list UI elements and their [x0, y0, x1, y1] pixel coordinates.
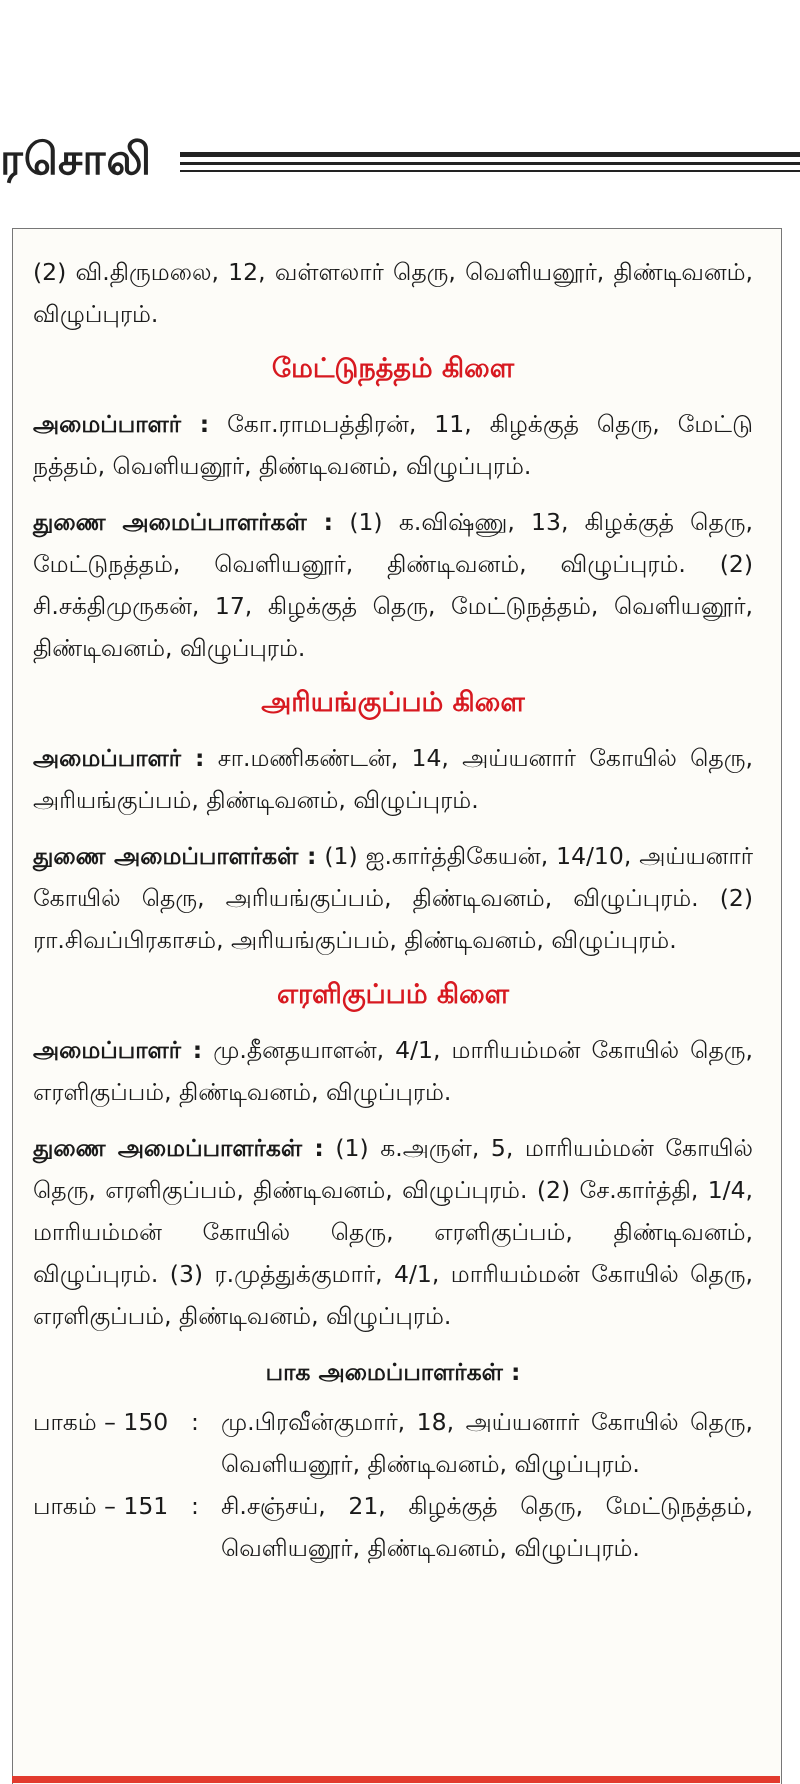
- assistants-text: (1) க.விஷ்ணு, 13, கிழக்குத் தெரு, மேட்டுநத்தம், வெளியனூர், திண்டிவனம், விழுப்புரம். (2) சி.சக்திமுருகன், 17, கிழக்குத் தெரு, மேட்டுநத்தம், வெளியனூர், திண்டிவனம், விழுப்புரம்.: [33, 508, 753, 662]
- masthead-rule: [180, 162, 800, 165]
- masthead-rule: [180, 170, 800, 172]
- article-column: [12, 228, 782, 1784]
- assistants-paragraph: [33, 835, 753, 961]
- masthead-rule: [180, 152, 800, 157]
- booth-separator: :: [191, 1492, 199, 1520]
- bottom-accent-bar: [12, 1776, 780, 1783]
- organizer-paragraph: [33, 403, 753, 487]
- branch-heading: மேட்டுநத்தம் கிளை: [271, 353, 515, 384]
- organizer-paragraph: [33, 1029, 753, 1113]
- assistants-text: (1) க.அருள், 5, மாரியம்மன் கோயில் தெரு, எரளிகுப்பம், திண்டிவனம், விழுப்புரம். (2) சே.கார்த்தி, 1/4, மாரியம்மன் கோயில் தெரு, எரளிகுப்பம், திண்டிவனம், விழுப்புரம். (3) ர.முத்துக்குமார், 4/1, மாரியம்மன் கோயில் தெரு, எரளிகுப்பம், திண்டிவனம், விழுப்புரம்.: [33, 1134, 753, 1330]
- organizer-paragraph: [33, 737, 753, 821]
- branch-section: [33, 683, 753, 961]
- assistants-label: துணை அமைப்பாளர்கள் :: [33, 1134, 324, 1162]
- booth-separator: :: [191, 1408, 199, 1436]
- booth-label: பாகம் – 151: [33, 1492, 169, 1520]
- booth-row: [33, 1485, 753, 1569]
- branch-section: [33, 975, 753, 1337]
- booth-text: சி.சஞ்சய், 21, கிழக்குத் தெரு, மேட்டுநத்தம், வெளியனூர், திண்டிவனம், விழுப்புரம்.: [221, 1492, 753, 1562]
- newspaper-title: ரசொலி: [0, 134, 153, 185]
- branch-heading: எரளிகுப்பம் கிளை: [276, 979, 510, 1010]
- booth-text: மு.பிரவீன்குமார், 18, அய்யனார் கோயில் தெரு, வெளியனூர், திண்டிவனம், விழுப்புரம்.: [221, 1408, 753, 1478]
- organizer-text: மு.தீனதயாளன், 4/1, மாரியம்மன் கோயில் தெரு, எரளிகுப்பம், திண்டிவனம், விழுப்புரம்.: [33, 1036, 753, 1106]
- organizer-label: அமைப்பாளர் :: [33, 1036, 203, 1064]
- branch-section: [33, 349, 753, 669]
- organizer-text: சா.மணிகண்டன், 14, அய்யனார் கோயில் தெரு, அரியங்குப்பம், திண்டிவனம், விழுப்புரம்.: [33, 744, 753, 814]
- column-content: [33, 251, 753, 1569]
- assistants-paragraph: [33, 501, 753, 669]
- branch-heading: அரியங்குப்பம் கிளை: [261, 687, 525, 718]
- booth-label: பாகம் – 150: [33, 1408, 169, 1436]
- booth-row: [33, 1401, 753, 1485]
- booth-heading: பாக அமைப்பாளர்கள் :: [265, 1358, 521, 1386]
- assistants-paragraph: [33, 1127, 753, 1337]
- intro-paragraph: (2) வி.திருமலை, 12, வள்ளலார் தெரு, வெளியனூர், திண்டிவனம், விழுப்புரம்.: [33, 258, 753, 328]
- assistants-text: (1) ஐ.கார்த்திகேயன், 14/10, அய்யனார் கோயில் தெரு, அரியங்குப்பம், திண்டிவனம், விழுப்புரம். (2) ரா.சிவப்பிரகாசம், அரியங்குப்பம், திண்டிவனம், விழுப்புரம்.: [33, 842, 753, 954]
- organizer-label: அமைப்பாளர் :: [33, 410, 210, 438]
- masthead: [0, 130, 800, 190]
- assistants-label: துணை அமைப்பாளர்கள் :: [33, 508, 334, 536]
- organizer-text: கோ.ராமபத்திரன், 11, கிழக்குத் தெரு, மேட்டு நத்தம், வெளியனூர், திண்டிவனம், விழுப்புரம்.: [33, 410, 753, 480]
- assistants-label: துணை அமைப்பாளர்கள் :: [33, 842, 317, 870]
- organizer-label: அமைப்பாளர் :: [33, 744, 205, 772]
